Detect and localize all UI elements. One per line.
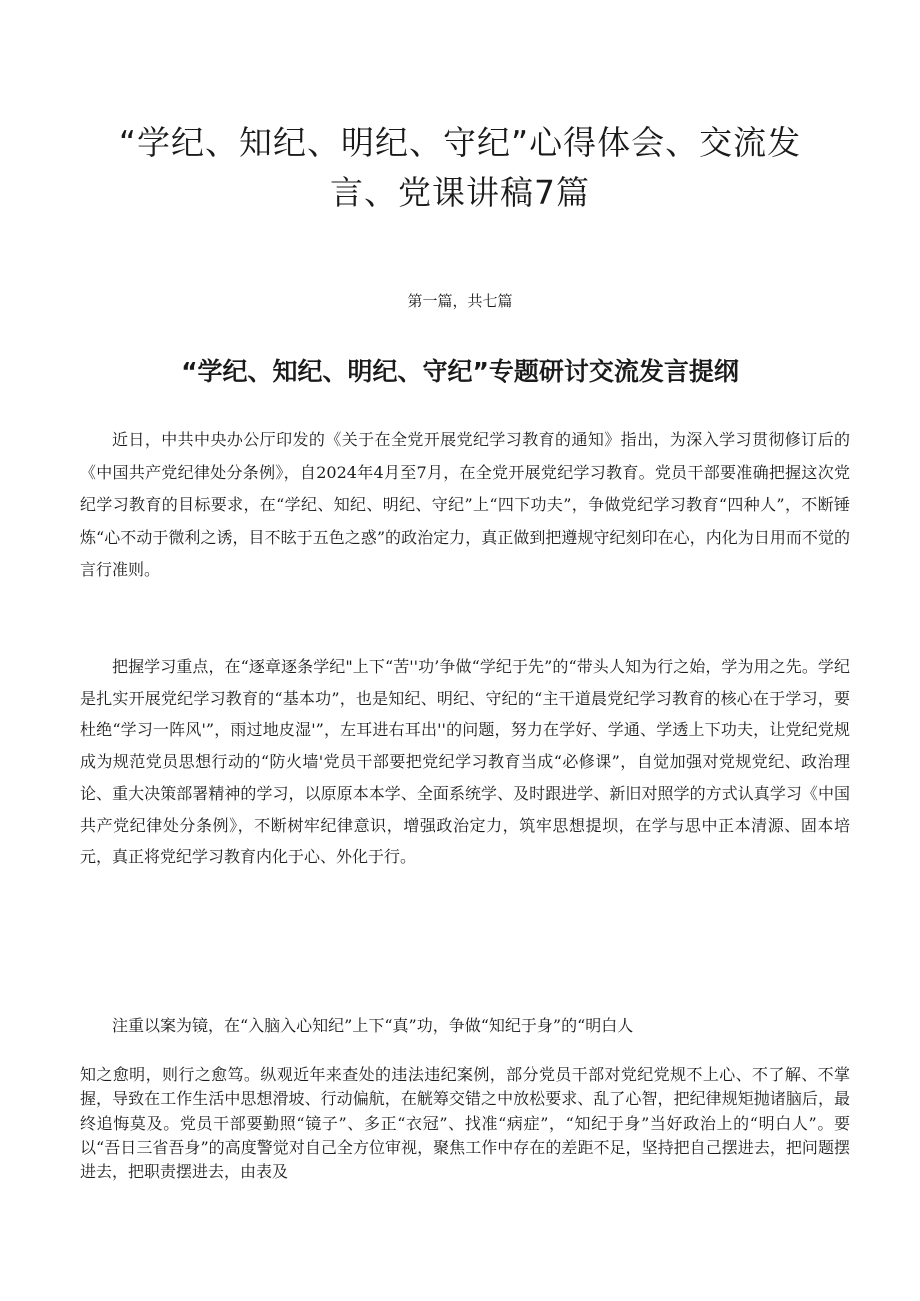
document-title: “学纪、知纪、明纪、守纪”心得体会、交流发言、党课讲稿7篇: [118, 123, 802, 212]
paragraph-1: 近日，中共中央办公厅印发的《关于在全党开展党纪学习教育的通知》指出，为深入学习贯彻修订后的《中国共产党纪律处分条例》，自2024年4月至7月，在全党开展党纪学习教育。党员干部要准确把握这次党纪学习教育的目标要求，在“学纪、知纪、明纪、守纪”上“四下功夫”，争做党纪学习教育“四种人”，不断锤炼“心不动于微利之诱，目不眩于五色之惑”的政治定力，真正做到把遵规守纪刻印在心，内化为日用而不觉的言行准则。: [80, 430, 850, 579]
paragraph-3: 注重以案为镜，在“入脑入心知纪”上下“真”功，争做“知纪于身”的“明白人: [112, 1016, 634, 1035]
paragraph-4: 知之愈明，则行之愈笃。纵观近年来查处的违法违纪案例，部分党员干部对党纪党规不上心、不了解、不掌握，导致在工作生活中思想滑坡、行动偏航，在觥筹交错之中放松要求、乱了心智，把纪律规矩抛诸脑后，最终追悔莫及。党员干部要勤照“镜子”、多正“衣冠”、找准“病症”，“知纪于身”当好政治上的“明白人”。要以“吾日三省吾身”的高度警觉对自己全方位审视，聚焦工作中存在的差距不足，坚持把自己摆进去，把问题摆进去，把职责摆进去，由表及: [80, 1065, 850, 1182]
section-label: 第一篇，共七篇: [407, 292, 513, 310]
section-heading: “学纪、知纪、明纪、守纪”专题研讨交流发言提纲: [181, 357, 739, 386]
paragraph-2: 把握学习重点，在“逐章逐条学纪"上下“苦''功’争做“学纪于先”的“带头人知为行之始，学为用之先。学纪是扎实开展党纪学习教育的“基本功”，也是知纪、明纪、守纪的“主干道晨党纪学习教育的核心在于学习，要杜绝“学习一阵风'”，雨过地皮湿'”，左耳进右耳出''的问题，努力在学好、学通、学透上下功夫，让党纪党规成为规范党员思想行动的“防火墙'党员干部要把党纪学习教育当成“必修课”，自觉加强对党规党纪、政治理论、重大决策部署精神的学习，以原原本本学、全面系统学、及时跟进学、新旧对照学的方式认真学习《中国共产党纪律处分条例》，不断树牢纪律意识，增强政治定力，筑牢思想提坝，在学与思中正本清源、固本培元，真正将党纪学习教育内化于心、外化于行。: [80, 657, 850, 867]
